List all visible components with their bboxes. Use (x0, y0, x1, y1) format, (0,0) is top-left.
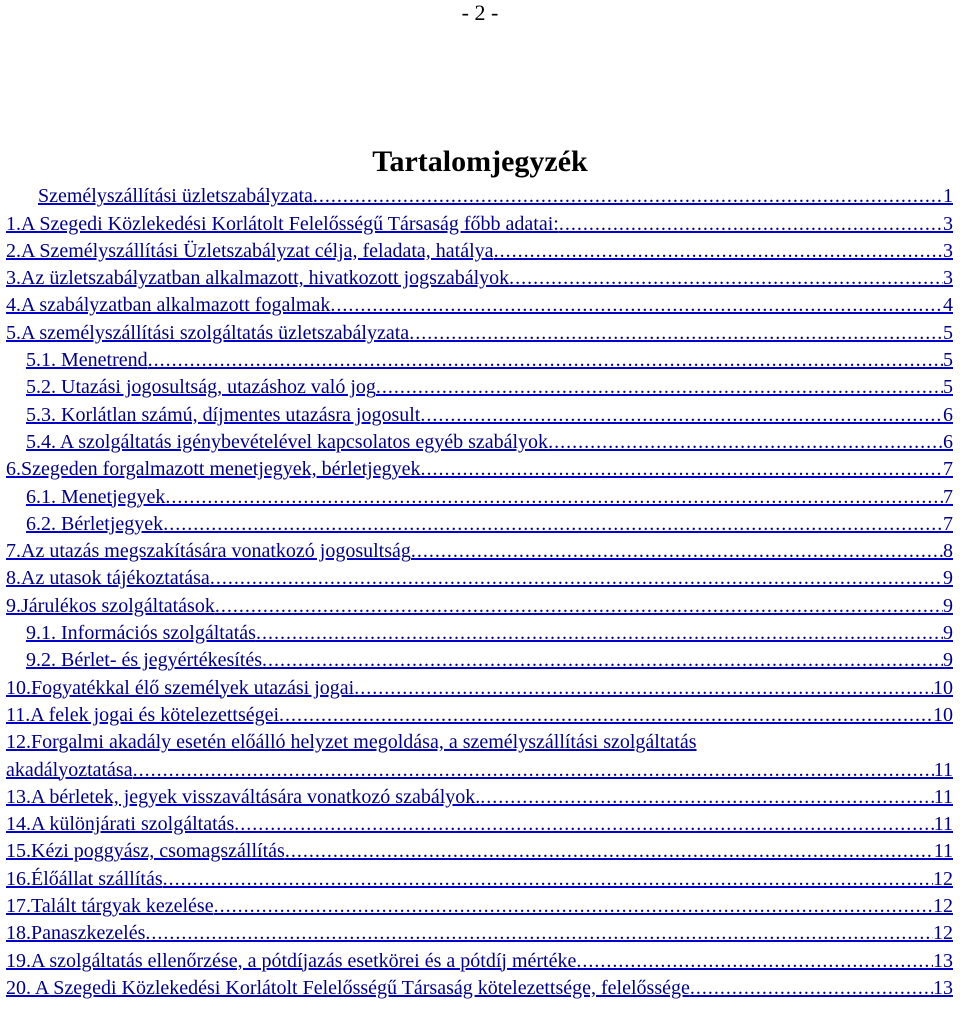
toc-entry-title: 7.Az utazás megszakítására vonatkozó jogosultság (6, 540, 411, 563)
toc-entry[interactable] (6, 454, 953, 481)
toc-dot-leader (163, 513, 943, 536)
toc-entry-title: 14.A különjárati szolgáltatás (6, 813, 235, 836)
toc-page-number: 3 (943, 267, 953, 290)
toc-entry[interactable] (6, 263, 953, 290)
toc-entry[interactable] (6, 645, 953, 672)
toc-page-number: 8 (943, 540, 953, 563)
toc-dot-leader (262, 649, 943, 672)
toc-page-number: 11 (933, 758, 953, 781)
toc-entry[interactable] (6, 618, 953, 645)
toc-page-number: 5 (943, 321, 953, 344)
toc-entry-title: 18.Panaszkezelés (6, 922, 146, 945)
page-number: - 2 - (461, 0, 499, 25)
toc-entry[interactable] (6, 399, 953, 426)
toc-page-number: 12 (933, 867, 953, 890)
toc-title: Tartalomjegyzék (372, 145, 588, 178)
toc-page-number: 10 (933, 676, 953, 699)
toc-page-number: 11 (933, 813, 953, 836)
toc-entry-title: 6.Szegeden forgalmazott menetjegyek, bérletjegyek (6, 458, 421, 481)
toc-page-number: 12 (933, 922, 953, 945)
toc-dot-leader (214, 895, 933, 918)
toc-entry-title: 3.Az üzletszabályzatban alkalmazott, hivatkozott jogszabályok (6, 267, 510, 290)
toc-entry[interactable] (6, 863, 953, 890)
toc-entry-title: 5.1. Menetrend (26, 349, 148, 372)
toc-entry[interactable] (6, 317, 953, 344)
toc-page-number: 3 (943, 239, 953, 262)
toc-page-number: 7 (943, 512, 953, 535)
toc-entry-title: 15.Kézi poggyász, csomagszállítás (6, 840, 285, 863)
toc-page-number: 1 (943, 185, 953, 208)
toc-page-number: 7 (943, 485, 953, 508)
toc-page-number: 5 (943, 349, 953, 372)
toc-entry-title: 17.Talált tárgyak kezelése (6, 895, 214, 918)
toc-entry-title: 5.3. Korlátlan számú, díjmentes utazásra jogosult (26, 403, 421, 426)
toc-entry[interactable] (6, 727, 953, 782)
toc-entry-title: 6.1. Menetjegyek (26, 485, 166, 508)
toc-entry-title: 1.A Szegedi Közlekedési Korlátolt Felelősségű Társaság főbb adatai: (6, 212, 559, 235)
toc-entry[interactable] (6, 509, 953, 536)
toc-dot-leader (480, 786, 933, 809)
toc-page-number: 9 (943, 594, 953, 617)
toc-dot-leader (163, 868, 933, 891)
toc-entry[interactable] (6, 427, 953, 454)
toc-entry[interactable] (6, 590, 953, 617)
toc-dot-leader (148, 349, 943, 372)
toc-entry[interactable] (6, 372, 953, 399)
toc-dot-leader (548, 431, 943, 454)
toc-dot-leader (576, 950, 933, 973)
toc-page-number: 10 (933, 703, 953, 726)
toc-entry[interactable] (6, 918, 953, 945)
toc-dot-leader (411, 540, 943, 563)
toc-entry-title: 10.Fogyatékkal élő személyek utazási jogai (6, 676, 355, 699)
toc-dot-leader (509, 267, 943, 290)
toc-entry-title-continued: akadályoztatása (6, 758, 133, 781)
toc-entry-title: Személyszállítási üzletszabályzata (38, 185, 313, 208)
toc-entry-title: 20. A Szegedi Közlekedési Korlátolt Felelősségű Társaság kötelezettsége, felelőssége (6, 976, 690, 999)
toc-page-number: 9 (943, 649, 953, 672)
toc-entry-title: 8.Az utasok tájékoztatása (6, 567, 210, 590)
toc-entry[interactable] (6, 782, 953, 809)
toc-page-number: 4 (943, 294, 953, 317)
table-of-contents (6, 181, 953, 1000)
toc-entry[interactable] (6, 236, 953, 263)
toc-entry[interactable] (6, 208, 953, 235)
toc-entry-title: 19.A szolgáltatás ellenőrzése, a pótdíjazás esetkörei és a pótdíj mértéke (6, 949, 577, 972)
toc-dot-leader (420, 458, 943, 481)
toc-dot-leader (330, 294, 943, 317)
toc-entry-title: 2.A Személyszállítási Üzletszabályzat célja, feladata, hatálya (6, 239, 494, 262)
toc-dot-leader (256, 622, 943, 645)
toc-dot-leader (145, 922, 933, 945)
toc-entry-title: 4.A szabályzatban alkalmazott fogalmak (6, 294, 331, 317)
toc-dot-leader (690, 977, 933, 1000)
toc-entry[interactable] (6, 700, 953, 727)
toc-entry[interactable] (6, 945, 953, 972)
toc-page-number: 13 (933, 976, 953, 999)
toc-entry[interactable] (6, 563, 953, 590)
toc-page-number: 9 (943, 622, 953, 645)
toc-page-number: 11 (933, 785, 953, 808)
toc-page-number: 11 (933, 840, 953, 863)
toc-dot-leader (285, 840, 934, 863)
toc-entry-title: 13.A bérletek, jegyek visszaváltására vonatkozó szabályok. (6, 785, 481, 808)
toc-dot-leader (313, 185, 943, 208)
toc-entry-title: 16.Élőállat szállítás (6, 867, 163, 890)
toc-entry[interactable] (6, 809, 953, 836)
toc-dot-leader (494, 240, 943, 263)
toc-dot-leader (279, 704, 933, 727)
toc-page-number: 13 (933, 949, 953, 972)
toc-dot-leader (234, 813, 933, 836)
toc-entry-title: 12.Forgalmi akadály esetén előálló helyzet megoldása, a személyszállítási szolgáltatás (6, 731, 697, 754)
toc-entry[interactable] (6, 536, 953, 563)
toc-dot-leader (420, 404, 943, 427)
toc-dot-leader (354, 677, 933, 700)
toc-page-number: 6 (943, 430, 953, 453)
toc-entry-title: 6.2. Bérletjegyek (26, 512, 164, 535)
toc-dot-leader (210, 567, 943, 590)
toc-page-number: 7 (943, 458, 953, 481)
toc-entry[interactable] (6, 345, 953, 372)
toc-page-number: 6 (943, 403, 953, 426)
toc-entry-title: 5.A személyszállítási szolgáltatás üzletszabályzata (6, 321, 410, 344)
toc-page-number: 3 (943, 212, 953, 235)
toc-entry-title: 11.A felek jogai és kötelezettségei (6, 703, 280, 726)
toc-dot-leader (165, 486, 943, 509)
toc-entry[interactable] (6, 181, 953, 208)
toc-page-number: 5 (943, 376, 953, 399)
toc-entry[interactable] (6, 973, 953, 1000)
toc-dot-leader (376, 376, 943, 399)
toc-entry[interactable] (6, 290, 953, 317)
toc-entry-title: 9.2. Bérlet- és jegyértékesítés (26, 649, 263, 672)
toc-entry-title: 9.1. Információs szolgáltatás (26, 622, 256, 645)
toc-entry[interactable] (6, 672, 953, 699)
toc-dot-leader (409, 322, 943, 345)
toc-entry-title: 5.2. Utazási jogosultság, utazáshoz való jog (26, 376, 376, 399)
toc-page-number: 9 (943, 567, 953, 590)
toc-entry[interactable] (6, 836, 953, 863)
toc-dot-leader (559, 213, 943, 236)
toc-dot-leader (133, 759, 934, 782)
toc-entry[interactable] (6, 891, 953, 918)
toc-entry-title: 9.Járulékos szolgáltatások (6, 594, 215, 617)
toc-entry[interactable] (6, 481, 953, 508)
toc-dot-leader (215, 595, 943, 618)
toc-page-number: 12 (933, 895, 953, 918)
toc-entry-title: 5.4. A szolgáltatás igénybevételével kapcsolatos egyéb szabályok (26, 430, 549, 453)
